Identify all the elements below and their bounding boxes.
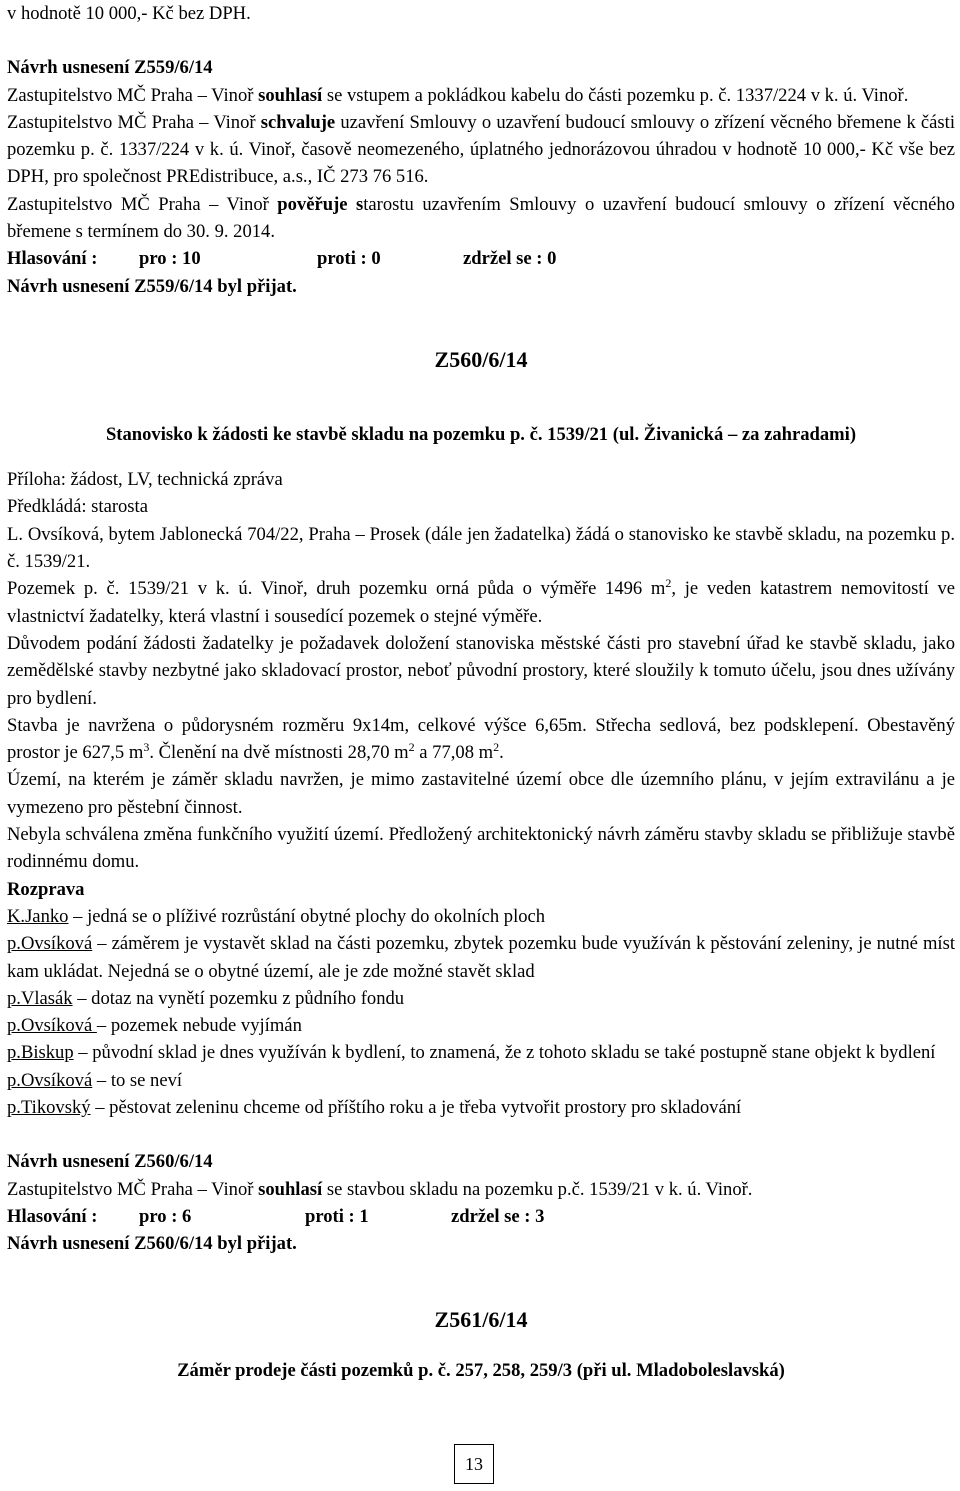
z559-result: Návrh usnesení Z559/6/14 byl přijat.: [7, 275, 297, 297]
spacer: [7, 27, 955, 54]
z559-paragraph-2: Zastupitelstvo MČ Praha – Vinoř schvaluje uzavření Smlouvy o uzavření budoucí smlouvy o zřízení věcného břemene k části pozemku p. č. 1337/224 v k. ú. Vinoř, časově neomezeného, úplatného jednorázovou úhradou v hodnotě 10 000,- Kč vše bez DPH, pro společnost PREdistribuce, a.s., IČ 273 76 516.: [7, 111, 956, 188]
vote-label: Hlasování :: [7, 1205, 98, 1227]
z560-result: Návrh usnesení Z560/6/14 byl přijat.: [7, 1233, 297, 1255]
discussion-item: p.Ovsíková – záměrem je vystavět sklad na části pozemku, zbytek pozemku bude využíván k pěstování zeleniny, je nutné míst kam ukládat. Nejedná se o obytné území, ale je zde možné stavět sklad: [7, 933, 955, 982]
z559-paragraph-3: Zastupitelstvo MČ Praha – Vinoř pověřuje starostu uzavřením Smlouvy o uzavření budoucí smlouvy o zřízení věcného břemene s termínem do 30. 9. 2014.: [7, 193, 955, 243]
z560-resolution: Zastupitelstvo MČ Praha – Vinoř souhlasí se stavbou skladu na pozemku p.č. 1539/21 v k. ú. Vinoř.: [7, 1178, 753, 1200]
discussion-item: p.Biskup – původní sklad je dnes využíván k bydlení, to znamená, že z tohoto skladu se také postupně stane objekt k bydlení: [7, 1042, 936, 1064]
discussion-item: p.Vlasák – dotaz na vynětí pozemku z půdního fondu: [7, 987, 405, 1009]
discussion-item: p.Ovsíková – pozemek nebude vyjímán: [7, 1015, 302, 1037]
z561-subtitle: Záměr prodeje části pozemků p. č. 257, 258, 259/3 (při ul. Mladoboleslavská): [177, 1360, 785, 1382]
z560-duvod: Důvodem podání žádosti žadatelky je požadavek doložení stanoviska městské části pro stavební úřad ke stavbě skladu, jako zemědělské stavby nezbytné jako skladovací prostor, neboť původní prostory, které sloužily k tomuto účelu, jsou dnes užívány pro bydlení.: [7, 632, 955, 709]
spacer: [7, 1257, 955, 1283]
vote-proti: proti : 0: [317, 248, 381, 270]
page-number: 13: [465, 1453, 483, 1474]
z559-vote: [7, 245, 955, 272]
vote-zdrzel: zdržel se : 0: [463, 248, 557, 270]
discussion-item: p.Tikovský – pěstovat zeleninu chceme od příštího roku a je třeba vytvořit prostory pro skladování: [7, 1096, 742, 1118]
spacer: [7, 300, 955, 323]
z560-vote: [7, 1203, 955, 1230]
intro-tail: v hodnotě 10 000,- Kč bez DPH.: [7, 3, 251, 24]
vote-proti: proti : 1: [305, 1205, 369, 1227]
z560-heading: Návrh usnesení Z560/6/14: [7, 1151, 213, 1173]
z560-applicant: L. Ovsíková, bytem Jablonecká 704/22, Praha – Prosek (dále jen žadatelka) žádá o stanovisko ke stavbě skladu, na pozemku p. č. 1539/21.: [7, 523, 955, 573]
z560-nebyla: Nebyla schválena změna funkčního využití území. Předložený architektonický návrh záměru stavby skladu se přibližuje stavbě rodinnému domu.: [7, 824, 955, 873]
vote-pro: pro : 10: [139, 248, 201, 270]
z560-uzemi: Území, na kterém je záměr skladu navržen, je mimo zastavitelné území obce dle územního plánu, v jejím extravilánu a je vymezeno pro pěstební činnost.: [7, 769, 955, 818]
z561-title: Z561/6/14: [434, 1307, 528, 1333]
z560-title: Z560/6/14: [434, 346, 528, 372]
vote-pro: pro : 6: [139, 1205, 192, 1227]
discussion-item: K.Janko – jedná se o plíživé rozrůstání obytné plochy do okolních ploch: [7, 905, 546, 927]
z560-stavba: Stavba je navržena o půdorysném rozměru 9x14m, celkové výšce 6,65m. Střecha sedlová, bez podsklepení. Obestavěný prostor je 627,5 $m^3$. Členění na dvě místnosti 28,70 $m^2$ a 77,08 $m^2$.: [7, 714, 955, 764]
z560-priloha: Příloha: žádost, LV, technická zpráva: [7, 469, 283, 491]
z559-paragraph-1: Zastupitelstvo MČ Praha – Vinoř souhlasí se vstupem a pokládkou kabelu do části pozemku p. č. 1337/224 v k. ú. Vinoř.: [7, 84, 909, 106]
z560-pozemek: Pozemek p. č. 1539/21 v k. ú. Vinoř, druh pozemku orná půda o výměře 1496 $m^2$, je veden katastrem nemovitostí ve vlastnictví žadatelky, která vlastní i sousedící pozemek o stejné výměře.: [7, 576, 955, 627]
z560-predklada: Předkládá: starosta: [7, 496, 148, 518]
discussion-item: p.Ovsíková – to se neví: [7, 1069, 183, 1091]
page-number-box: [454, 1444, 494, 1484]
document-page: [7, 0, 955, 1403]
z559-heading: Návrh usnesení Z559/6/14: [7, 57, 213, 79]
spacer: [7, 397, 955, 402]
vote-zdrzel: zdržel se : 3: [451, 1205, 545, 1227]
spacer: [7, 1121, 955, 1148]
vote-label: Hlasování :: [7, 248, 98, 270]
z560-rozprava-heading: Rozprava: [7, 878, 85, 900]
z560-subtitle: Stanovisko k žádosti ke stavbě skladu na pozemku p. č. 1539/21 (ul. Živanická – za zahradami): [105, 423, 857, 445]
